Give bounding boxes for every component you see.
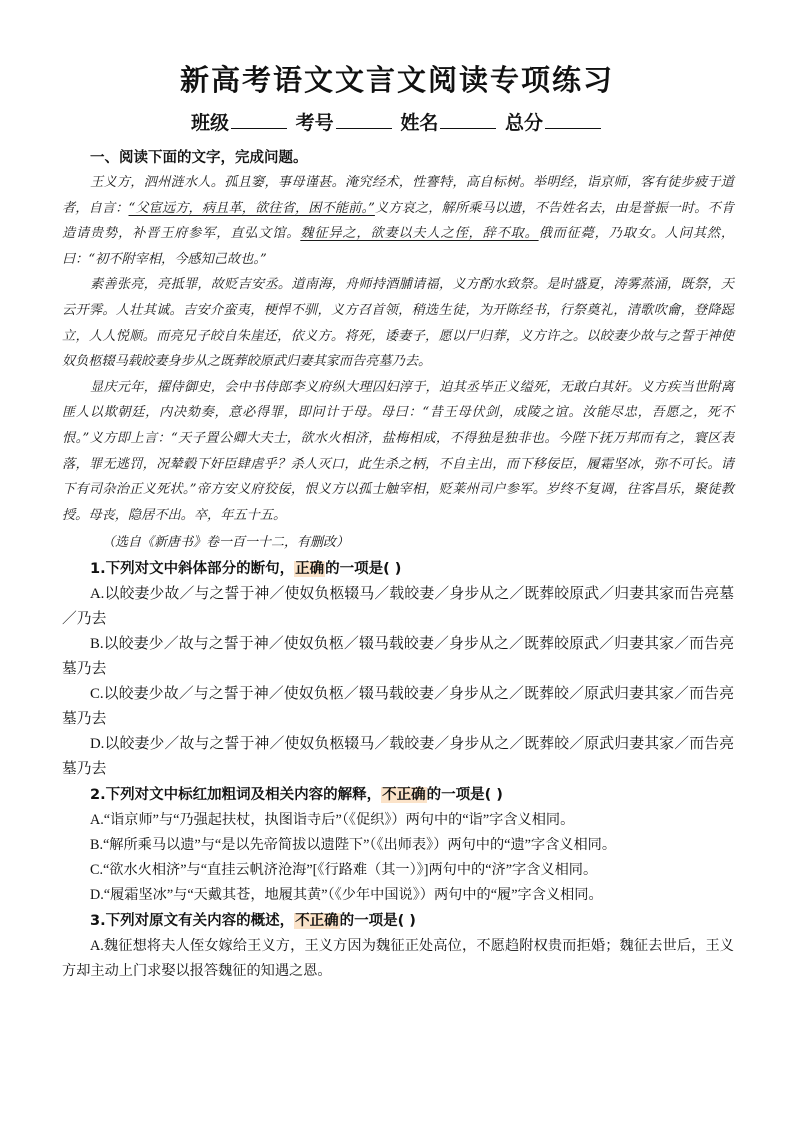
question-2-option-c[interactable]: C.“欲水火相济”与“直挂云帆济沧海”[《行路难（其一）》]两句中的“济”字含义相同。: [90, 862, 598, 879]
passage-paragraph-1: [62, 170, 734, 272]
question-2-option-a[interactable]: A.“诣京师”与“乃强起扶杖，执图诣寺后”（《促织》）两句中的“诣”字含义相同。: [90, 812, 575, 829]
question-2-option-b[interactable]: B.“解所乘马以遗”与“是以先帝简拔以遗陛下”（《出师表》）两句中的“遗”字含义相同。: [90, 837, 617, 854]
name-blank[interactable]: [440, 114, 496, 129]
stem-text: 3.下列对原文有关内容的概述，: [90, 913, 295, 930]
question-1-option-a[interactable]: A.以皎妻少故／与之誓于神／使奴负柩辍马／载皎妻／身步从之／既葬皎原武／归妻其家而告亮墓／乃去: [62, 586, 734, 628]
stem-text: 的一项是( ): [426, 787, 503, 804]
score-label: 总分: [504, 112, 543, 134]
stem-text: 2.下列对文中标红加粗词及相关内容的解释，: [90, 787, 382, 804]
question-1-option-d[interactable]: D.以皎妻少／故与之誓于神／使奴负柩辍马／载皎妻／身步从之／既葬皎／原武归妻其家／而告亮墓乃去: [62, 736, 734, 778]
source-note: （选自《新唐书》卷一百一十二，有删改）: [102, 535, 350, 551]
question-2-option-d[interactable]: D.“履霜坚冰”与“天戴其苍，地履其黄”（《少年中国说》）两句中的“履”字含义相同。: [90, 887, 603, 904]
number-label: 考号: [295, 112, 334, 134]
passage-paragraph-3: 显庆元年，擢侍御史，会中书侍郎李义府纵大理囚妇淳于，迫其丞毕正义缢死，无敢白其奸。义方疾当世附离匪人以欺朝廷，内决劾奏，意必得罪，即问计于母。母曰：“昔王母伏剑，成陵之谊。汝能尽忠，吾愿之，死不恨。”义方即上言：“天子置公卿大夫士，欲水火相济，盐梅相成，不得独是独非也。今陛下抚万邦而有之，寰区表落，罪无逃罚，况辇毂下奸臣肆虐乎？杀人灭口，此生杀之柄，不自主出，而下移佞臣，履霜坚冰，弥不可长。请下有司杂治正义死状。”帝方安义府狡佞，恨义方以孤士触宰相，贬莱州司户参军。岁终不复调，往客昌乐，聚徒教授。母丧，隐居不出。卒，年五十五。: [62, 379, 734, 523]
highlight-keyword: 不正确: [295, 913, 339, 930]
stem-text: 的一项是( ): [339, 913, 416, 930]
highlight-keyword: 正确: [295, 561, 325, 578]
passage-text: 王义方，泗州涟水人。孤且窭，事母谨甚。淹究经术，性謇特，高自标树。举明经，诣京师，客有徒步疲于道者，自言：: [62, 175, 734, 216]
underlined-sentence: 魏征异之，欲妻以夫人之侄，辞不取。: [300, 226, 539, 242]
student-info-line: [0, 108, 794, 135]
content-area: [62, 146, 734, 984]
class-blank[interactable]: [231, 114, 287, 129]
score-blank[interactable]: [545, 114, 601, 129]
passage-paragraph-2: 素善张亮，亮抵罪，故贬吉安丞。道南海，舟师持酒脯请福，义方酌水致祭。是时盛夏，涛雾蒸涌，既祭，天云开霁。人壮其诚。吉安介蛮夷，梗悍不驯，义方召首领，稍选生徒，为开陈经书，行祭奠礼，清歌吹龠，登降跽立，人人悦顺。而亮兄子皎自朱崖还，依义方。将死，诿妻子，愿以尸归葬，义方许之。以皎妻少故与之誓于神使奴负柩辍马载皎妻身步从之既葬皎原武归妻其家而告亮墓乃去。: [62, 277, 734, 370]
section-heading: 一、阅读下面的文字，完成问题。: [90, 150, 308, 166]
name-label: 姓名: [400, 112, 439, 134]
passage-text: 义方哀之，解所乘马以遗，不告姓名去，由是誉振一时。不肯造请贵势，补晋王府参军，直弘文馆。: [62, 200, 735, 242]
page-title: 新高考语文文言文阅读专项练习: [179, 63, 614, 97]
stem-text: 1.下列对文中斜体部分的断句，: [90, 561, 295, 578]
question-3-stem: [90, 908, 734, 934]
passage-text: 俄而征薨，乃取女。人问其然，曰：“初不附宰相，今感知己故也。”: [62, 226, 735, 267]
highlight-keyword: 不正确: [382, 787, 426, 804]
question-3-option-a[interactable]: A.魏征想将夫人侄女嫁给王义方，王义方因为魏征正处高位，不愿趋附权贵而拒婚；魏征去世后，王义方却主动上门求娶以报答魏征的知遇之恩。: [62, 938, 734, 980]
question-1-option-b[interactable]: B.以皎妻少／故与之誓于神／使奴负柩／辍马载皎妻／身步从之／既葬皎原武／归妻其家／而告亮墓乃去: [62, 636, 734, 678]
number-blank[interactable]: [336, 114, 392, 129]
stem-text: 的一项是( ): [325, 561, 402, 578]
question-1-option-c[interactable]: C.以皎妻少故／与之誓于神／使奴负柩／辍马载皎妻／身步从之／既葬皎／原武归妻其家／而告亮墓乃去: [62, 686, 734, 728]
underlined-quote: “父宦远方，病且革，欲往省，困不能前。”: [128, 200, 375, 216]
question-2-stem: [90, 782, 734, 808]
class-label: 班级: [191, 112, 230, 134]
question-1-stem: [90, 556, 734, 582]
